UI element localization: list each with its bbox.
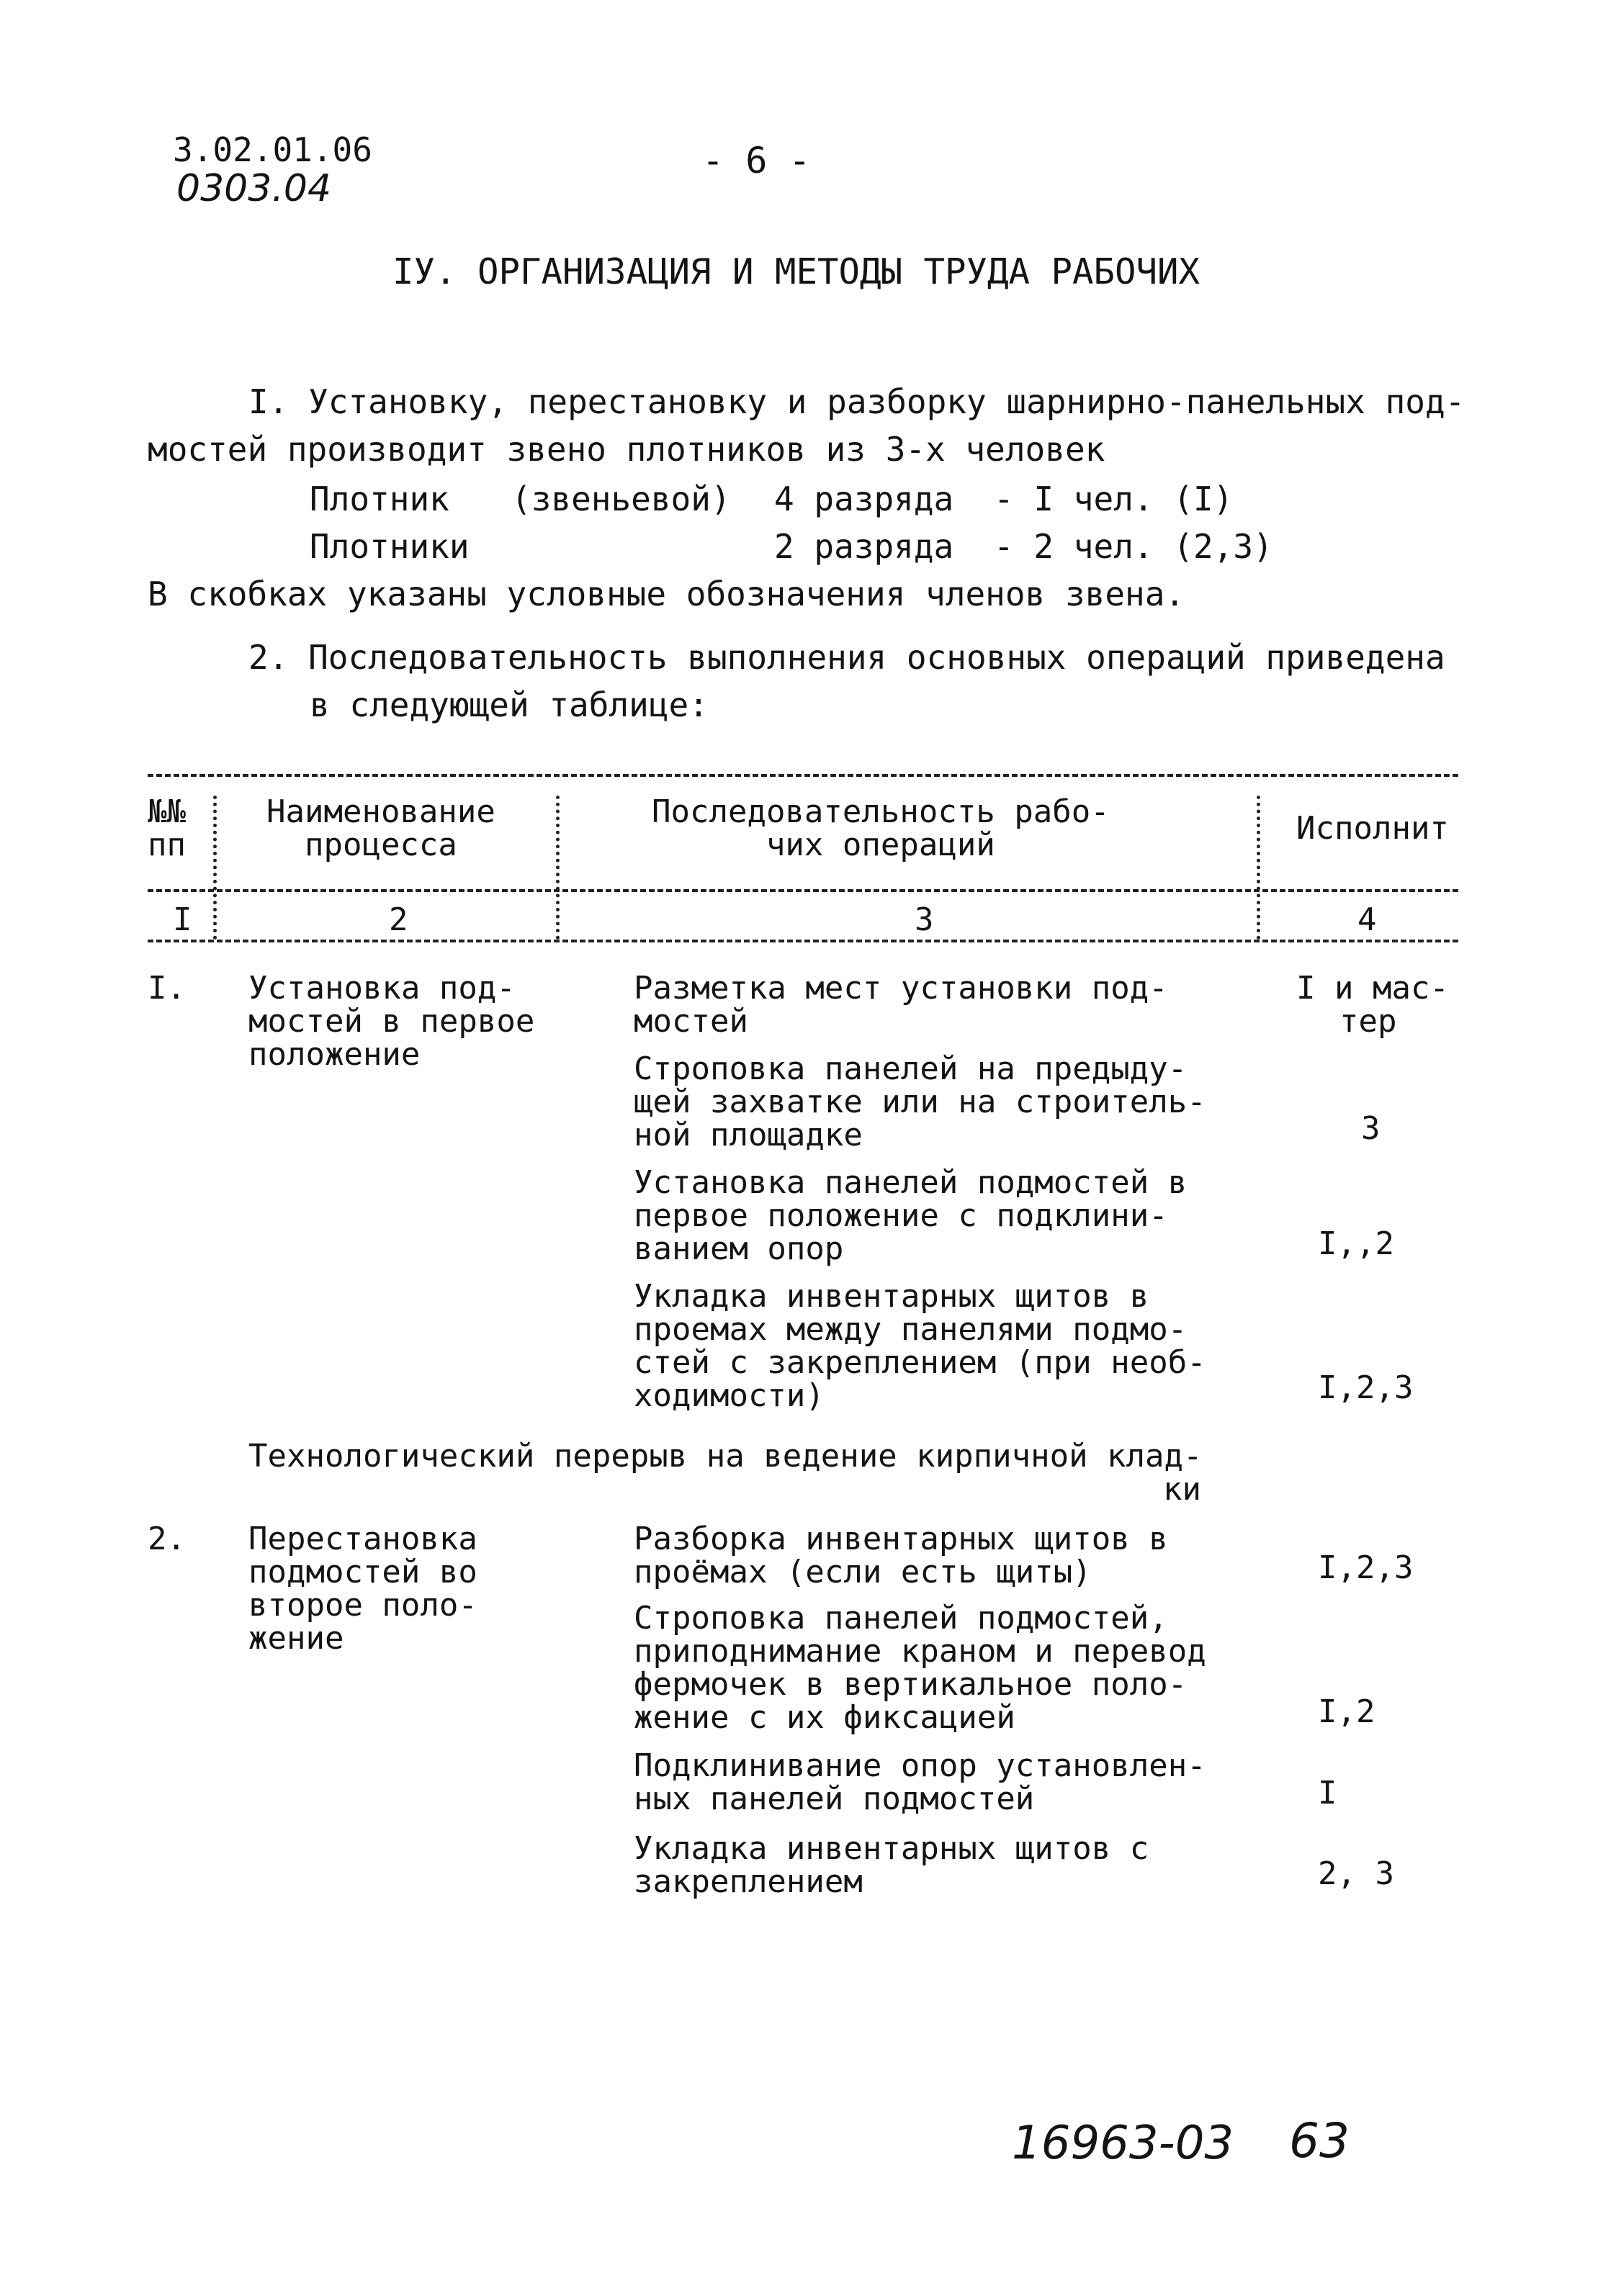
- operation: Разметка мест установки под- мостей: [634, 970, 1168, 1040]
- worker-1-qualification: (звеньевой): [511, 480, 731, 518]
- process-name: Перестановка подмостей во второе поло- жение: [248, 1521, 477, 1657]
- paragraph-1-line-2: мостей производит звено плотников из 3-х человек: [148, 430, 1105, 469]
- row-number: 2.: [148, 1521, 186, 1557]
- technological-break: Технологический перерыв на ведение кирпичной клад- ки: [248, 1438, 1203, 1508]
- executor: 3: [1361, 1110, 1381, 1147]
- executor: 2, 3: [1318, 1855, 1394, 1892]
- executor: I: [1318, 1775, 1337, 1811]
- column-number: 4: [1357, 901, 1377, 938]
- paragraph-1-line-1: I. Установку, перестановку и разборку шарнирно-панельных под-: [248, 382, 1465, 421]
- column-number: I: [173, 901, 192, 938]
- row-number: I.: [148, 970, 186, 1007]
- operation: Укладка инвентарных щитов в проемах между панелями подмо- стей с закреплением (при необ- ходимости): [634, 1278, 1206, 1414]
- process-name: Установка под- мостей в первое положение: [248, 970, 535, 1073]
- executor: I,,2: [1318, 1225, 1394, 1262]
- operation: Строповка панелей на предыду- щей захватке или на строитель- ной площадке: [634, 1050, 1206, 1153]
- executor: I и мас- тер: [1296, 970, 1449, 1040]
- worker-2-count: - 2 чел. (2,3): [994, 527, 1273, 566]
- worker-2-grade: 2 разряда: [774, 527, 954, 566]
- handwritten-code: 0303.04: [176, 167, 332, 210]
- paragraph-2-line-2: в следующей таблице:: [310, 685, 709, 724]
- header-process: Наименование процесса: [266, 793, 495, 863]
- operation: Подклинивание опор установлен- ных панелей подмостей: [634, 1747, 1206, 1817]
- operation: Разборка инвентарных щитов в проёмах (если есть щиты): [634, 1521, 1168, 1590]
- operation: Строповка панелей подмостей, приподнимание краном и перевод фермочек в вертикальное поло- жение с их фиксацией: [634, 1600, 1206, 1736]
- executor: I,2,3: [1318, 1549, 1414, 1586]
- header-operations: Последовательность рабо- чих операций: [652, 793, 1110, 863]
- section-title: IУ. ОРГАНИЗАЦИЯ И МЕТОДЫ ТРУДА РАБОЧИХ: [392, 251, 1200, 292]
- column-separator: [556, 796, 560, 940]
- brackets-note: В скобках указаны условные обозначения членов звена.: [148, 575, 1185, 613]
- column-number: 3: [915, 901, 934, 938]
- executor: I,2,3: [1318, 1369, 1414, 1406]
- sheet-number: 63: [1289, 2113, 1350, 2169]
- document-code: 3.02.01.06: [173, 130, 372, 169]
- operation: Укладка инвентарных щитов с закреплением: [634, 1830, 1149, 1900]
- worker-1-grade: 4 разряда: [774, 480, 954, 518]
- table-header-rule: [148, 889, 1458, 892]
- table-numbers-rule: [148, 940, 1458, 942]
- page-number: - 6 -: [702, 140, 811, 181]
- column-separator: [213, 796, 217, 940]
- column-separator: [1257, 796, 1260, 940]
- paragraph-2-line-1: 2. Последовательность выполнения основных операций приведена: [248, 638, 1445, 677]
- worker-2-role: Плотники: [310, 527, 470, 566]
- header-executor: Исполнит: [1296, 810, 1449, 847]
- document-number: 16963-03: [1012, 2117, 1234, 2170]
- executor: I,2: [1318, 1693, 1375, 1730]
- header-number: №№ пп: [148, 793, 186, 863]
- table-top-rule: [148, 774, 1458, 777]
- column-number: 2: [389, 901, 408, 938]
- worker-1-role: Плотник: [310, 480, 449, 518]
- operation: Установка панелей подмостей в первое положение с подклини- ванием опор: [634, 1164, 1188, 1267]
- worker-1-count: - I чел. (I): [994, 480, 1234, 518]
